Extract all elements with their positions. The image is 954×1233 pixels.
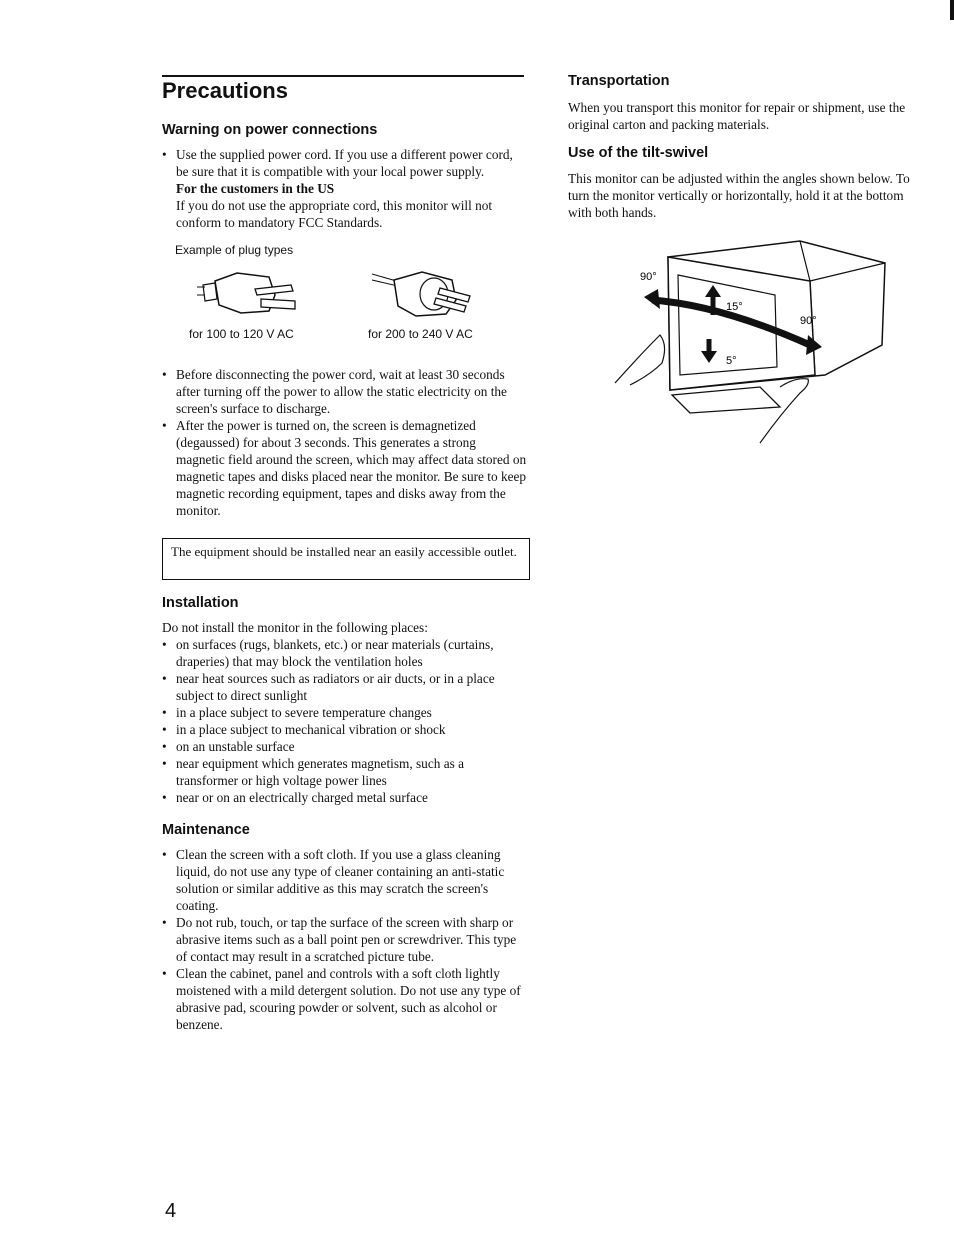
tilt-swivel-text: This monitor can be adjusted within the angles shown below. To turn the monitor vertically or horizontally, hold it at the bottom with both hands. bbox=[568, 171, 910, 220]
plug-eu-caption: for 200 to 240 V AC bbox=[368, 327, 473, 341]
angle-down-label: 5° bbox=[726, 355, 737, 367]
fcc-text: If you do not use the appropriate cord, this monitor will not conform to mandatory FCC Standards. bbox=[176, 198, 493, 230]
us-customers-subhead: For the customers in the US bbox=[176, 181, 335, 196]
tilt-swivel-heading: Use of the tilt-swivel bbox=[568, 145, 709, 161]
warning-power-cord-section bbox=[162, 146, 527, 231]
plug-us-illustration bbox=[195, 265, 305, 320]
list-item: • Before disconnecting the power cord, wait at least 30 seconds after turning off the power to allow the static electricity on the screen's surface to discharge. bbox=[162, 366, 527, 417]
angle-left-label: 90° bbox=[640, 271, 657, 283]
plug-example-label: Example of plug types bbox=[175, 243, 294, 257]
margin-mark bbox=[950, 0, 954, 20]
list-item: • After the power is turned on, the screen is demagnetized (degaussed) for about 3 seconds. This generates a strong magnetic field around the screen, which may affect data stored on magnetic tapes and disks placed near the monitor. Be sure to keep magnetic recording equipment, tapes and disks away from the monitor. bbox=[162, 417, 527, 519]
list-item: • on an unstable surface bbox=[162, 738, 527, 755]
installation-heading: Installation bbox=[162, 595, 239, 611]
list-item: • in a place subject to severe temperature changes bbox=[162, 704, 527, 721]
page-title: Precautions bbox=[162, 78, 288, 103]
installation-section bbox=[162, 619, 527, 806]
warning-heading: Warning on power connections bbox=[162, 122, 378, 138]
warning-bullets bbox=[162, 366, 527, 519]
title-rule bbox=[162, 75, 524, 77]
list-item bbox=[162, 146, 527, 231]
maintenance-heading: Maintenance bbox=[162, 822, 250, 838]
installation-notice-box: The equipment should be installed near an easily accessible outlet. bbox=[162, 538, 530, 580]
list-item: • Clean the cabinet, panel and controls with a soft cloth lightly moistened with a mild detergent solution. Do not use any type of abrasive pad, scouring powder or solvent, such as alcohol or benzene. bbox=[162, 965, 527, 1033]
plug-eu-illustration bbox=[370, 266, 480, 321]
list-item: • near or on an electrically charged metal surface bbox=[162, 789, 527, 806]
angle-right-label: 90° bbox=[800, 315, 817, 327]
list-item: • Do not rub, touch, or tap the surface of the screen with sharp or abrasive items such as a ball point pen or screwdriver. This type of contact may result in a scratched picture tube. bbox=[162, 914, 527, 965]
power-cord-text: • Use the supplied power cord. If you use a different power cord, be sure that it is compatible with your local power supply. bbox=[176, 147, 513, 179]
transportation-text: When you transport this monitor for repair or shipment, use the original carton and packing materials. bbox=[568, 100, 906, 132]
transportation-heading: Transportation bbox=[568, 73, 670, 89]
list-item: • on surfaces (rugs, blankets, etc.) or near materials (curtains, draperies) that may block the ventilation holes bbox=[162, 636, 527, 670]
angle-up-label: 15° bbox=[726, 301, 743, 313]
installation-intro: Do not install the monitor in the following places: bbox=[162, 620, 428, 635]
list-item: • Clean the screen with a soft cloth. If you use a glass cleaning liquid, do not use any type of cleaner containing an anti-static solution or similar additive as this may scratch the screen's coating. bbox=[162, 846, 527, 914]
plug-us-caption: for 100 to 120 V AC bbox=[189, 327, 294, 341]
maintenance-section bbox=[162, 846, 527, 1033]
list-item: • in a place subject to mechanical vibration or shock bbox=[162, 721, 527, 738]
page-number: 4 bbox=[165, 1200, 177, 1222]
list-item: • near equipment which generates magnetism, such as a transformer or high voltage power lines bbox=[162, 755, 527, 789]
list-item: • near heat sources such as radiators or air ducts, or in a place subject to direct sunlight bbox=[162, 670, 527, 704]
tilt-swivel-illustration bbox=[610, 235, 900, 450]
